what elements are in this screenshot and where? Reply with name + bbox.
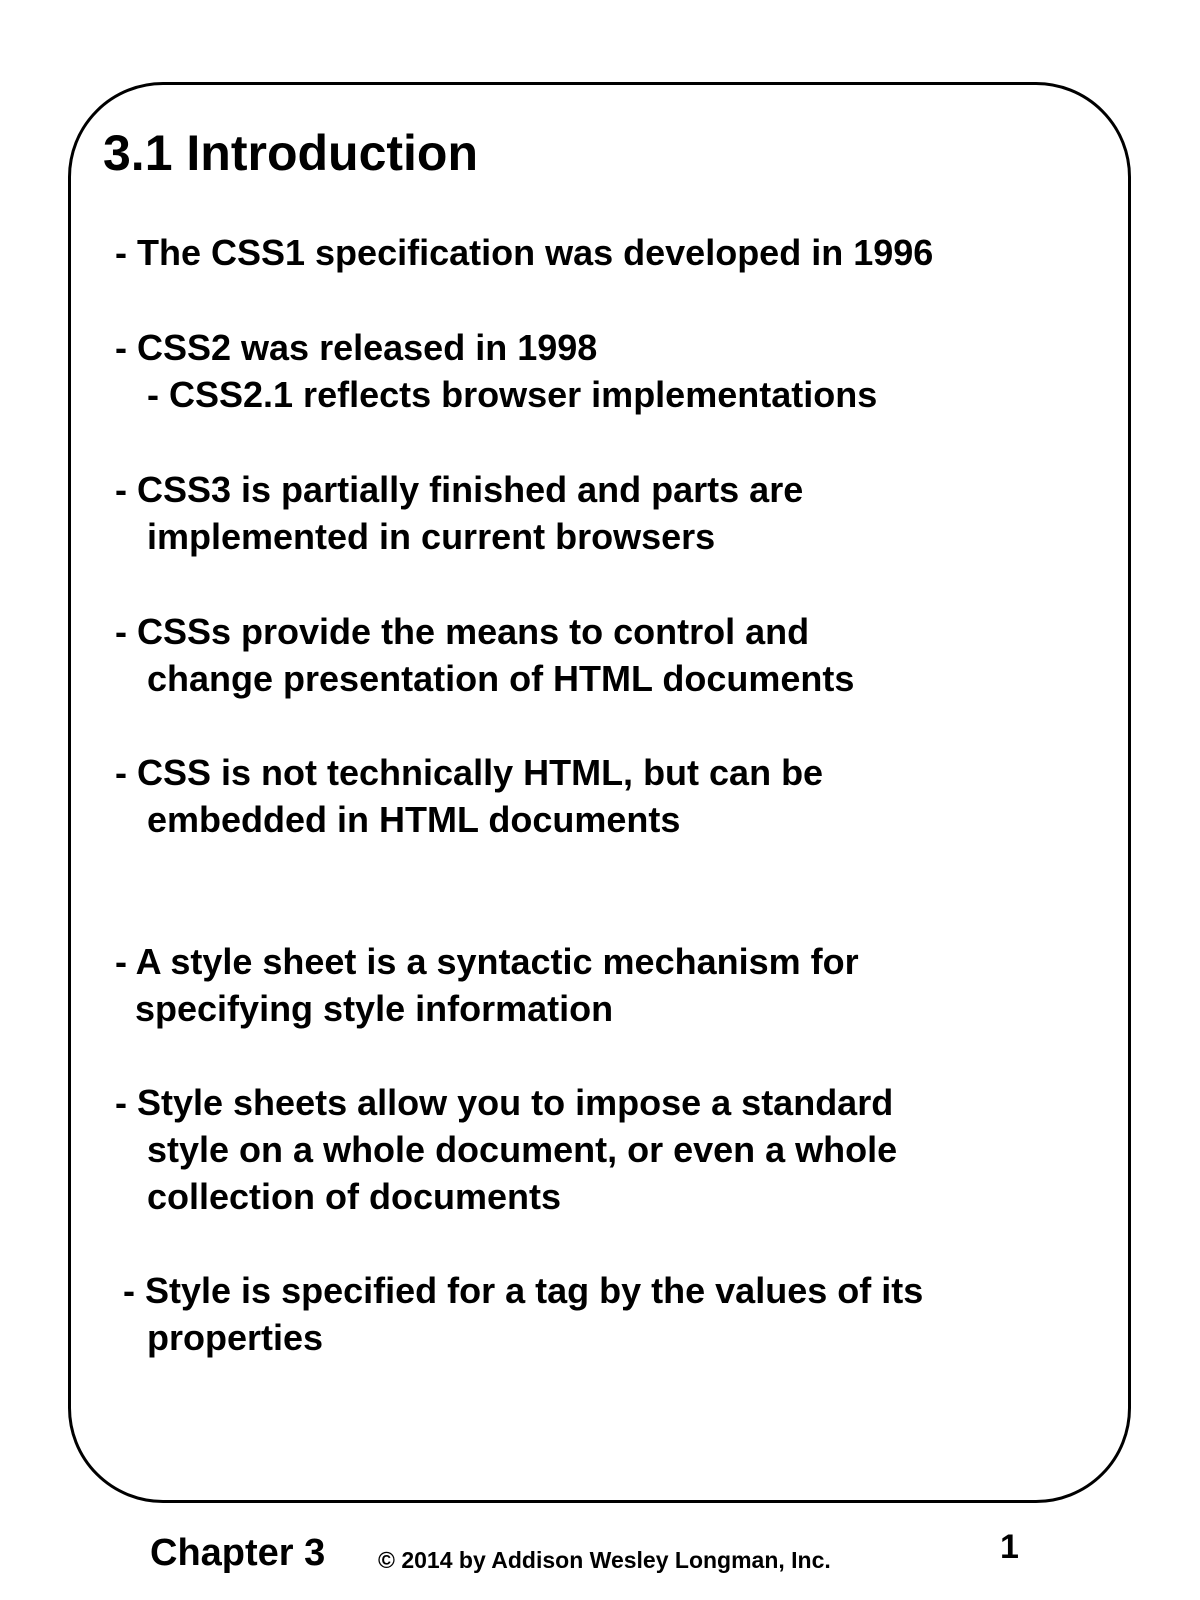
bullet-style-specified-line1: - Style is specified for a tag by the values of its xyxy=(123,1270,924,1311)
bullet-style-sheets-line2: style on a whole document, or even a whole xyxy=(147,1129,898,1170)
bullet-css3-line1: - CSS3 is partially finished and parts are xyxy=(115,469,804,510)
bullet-style-specified-line2: properties xyxy=(147,1317,324,1358)
bullet-css3-line2: implemented in current browsers xyxy=(147,516,716,557)
footer-copyright: © 2014 by Addison Wesley Longman, Inc. xyxy=(378,1547,831,1573)
bullet-css2: - CSS2 was released in 1998 xyxy=(115,327,598,368)
bullet-css-not-html-line2: embedded in HTML documents xyxy=(147,799,681,840)
bullet-style-sheet-line1: - A style sheet is a syntactic mechanism for xyxy=(115,941,859,982)
bullet-style-sheets-line3: collection of documents xyxy=(147,1176,562,1217)
bullet-csss-line1: - CSSs provide the means to control and xyxy=(115,611,810,652)
footer-chapter: Chapter 3 xyxy=(150,1532,326,1574)
slide-title: 3.1 Introduction xyxy=(103,125,478,181)
bullet-style-sheet-line2: specifying style information xyxy=(135,988,614,1029)
sub-bullet-css21: - CSS2.1 reflects browser implementations xyxy=(147,374,878,415)
bullet-style-sheets-line1: - Style sheets allow you to impose a standard xyxy=(115,1082,894,1123)
bullet-css1: - The CSS1 specification was developed in 1996 xyxy=(115,232,934,273)
bullet-css-not-html-line1: - CSS is not technically HTML, but can be xyxy=(115,752,824,793)
bullet-csss-line2: change presentation of HTML documents xyxy=(147,658,855,699)
page-number: 1 xyxy=(1000,1528,1019,1566)
